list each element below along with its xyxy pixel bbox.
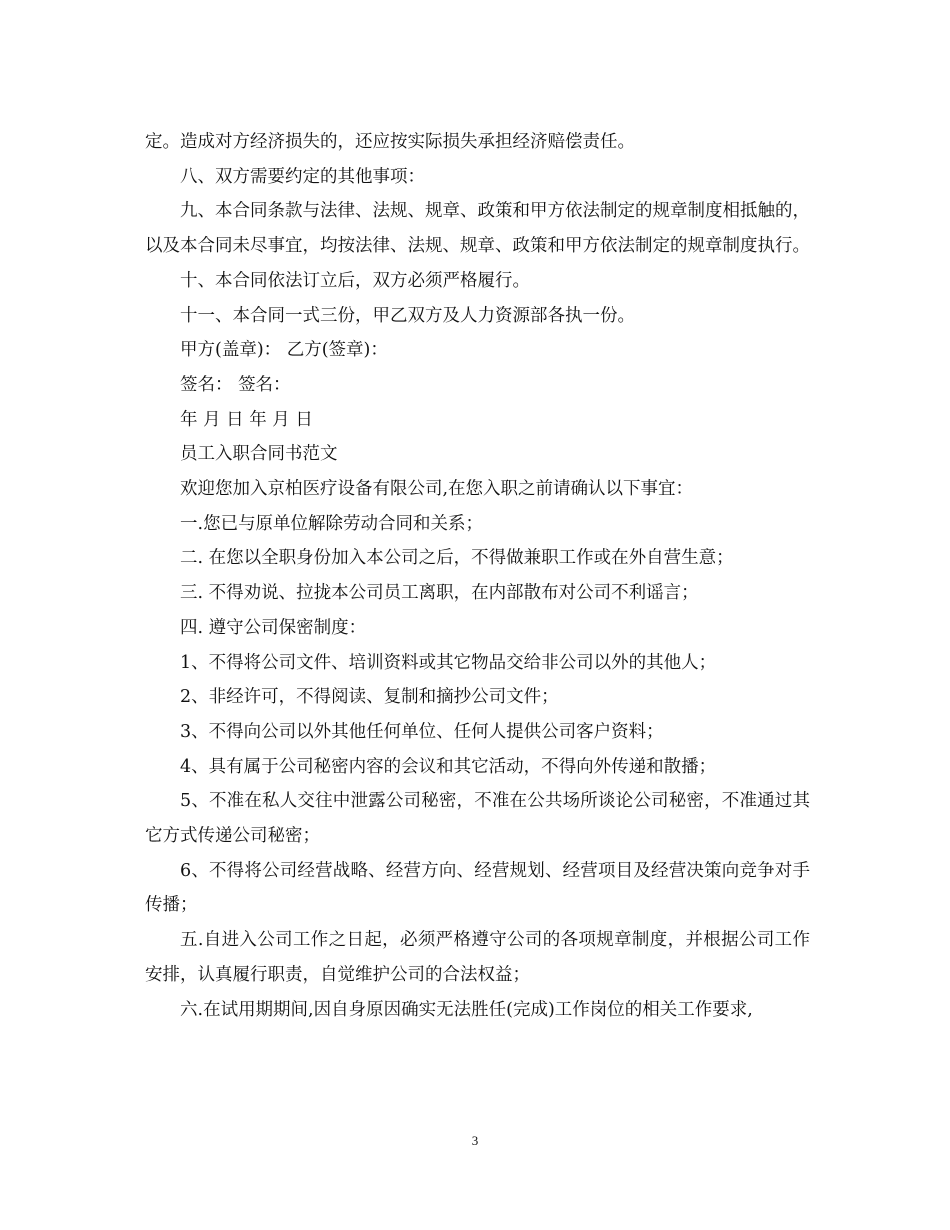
paragraph-12: 二. 在您以全职身份加入本公司之后，不得做兼职工作或在外自营生意；	[180, 548, 734, 569]
paragraph-3: 九、本合同条款与法律、法规、规章、政策和甲方依法制定的规章制度相抵触的，以及本合同未尽事宜，均按法律、法规、规章、政策和甲方依法制定的规章制度执行。	[145, 201, 810, 257]
paragraph-13: 三. 不得劝说、拉拢本公司员工离职，在内部散布对公司不利谣言；	[180, 583, 699, 604]
paragraph-5: 十一、本合同一式三份，甲乙双方及人力资源部各执一份。	[180, 305, 635, 326]
section-title: 员工入职合同书范文	[180, 444, 338, 465]
paragraph-8: 年 月 日 年 月 日	[180, 409, 313, 430]
paragraph-20: 6、不得将公司经营战略、经营方向、经营规划、经营项目及经营决策向竞争对手传播；	[145, 860, 810, 916]
paragraph-16: 2、非经许可，不得阅读、复制和摘抄公司文件；	[180, 687, 559, 708]
paragraph-14: 四. 遵守公司保密制度：	[180, 617, 367, 638]
paragraph-4: 十、本合同依法订立后，双方必须严格履行。	[180, 270, 530, 291]
paragraph-1: 定。造成对方经济损失的，还应按实际损失承担经济赔偿责任。	[145, 132, 635, 152]
paragraph-19: 5、不准在私人交往中泄露公司秘密，不准在公共场所谈论公司秘密，不准通过其它方式传递公司秘密；	[145, 791, 810, 847]
paragraph-15: 1、不得将公司文件、培训资料或其它物品交给非公司以外的其他人；	[180, 652, 717, 673]
paragraph-10: 欢迎您加入京柏医疗设备有限公司,在您入职之前请确认以下事宜：	[180, 479, 694, 500]
paragraph-6: 甲方(盖章)： 乙方(签章)：	[180, 340, 388, 361]
paragraph-7: 签名： 签名：	[180, 374, 291, 395]
paragraph-18: 4、具有属于公司秘密内容的会议和其它活动，不得向外传递和散播；	[180, 756, 717, 777]
paragraph-17: 3、不得向公司以外其他任何单位、任何人提供公司客户资料；	[180, 721, 664, 742]
paragraph-2: 八、双方需要约定的其他事项：	[180, 166, 425, 187]
paragraph-11: 一.您已与原单位解除劳动合同和关系；	[180, 513, 484, 534]
paragraph-22: 六.在试用期期间,因自身原因确实无法胜任(完成)工作岗位的相关工作要求,	[180, 999, 753, 1020]
paragraph-21: 五.自进入公司工作之日起，必须严格遵守公司的各项规章制度，并根据公司工作安排，认真履行职责，自觉维护公司的合法权益；	[145, 930, 810, 985]
document-body	[145, 125, 810, 1027]
page-number: 3	[471, 1133, 479, 1148]
